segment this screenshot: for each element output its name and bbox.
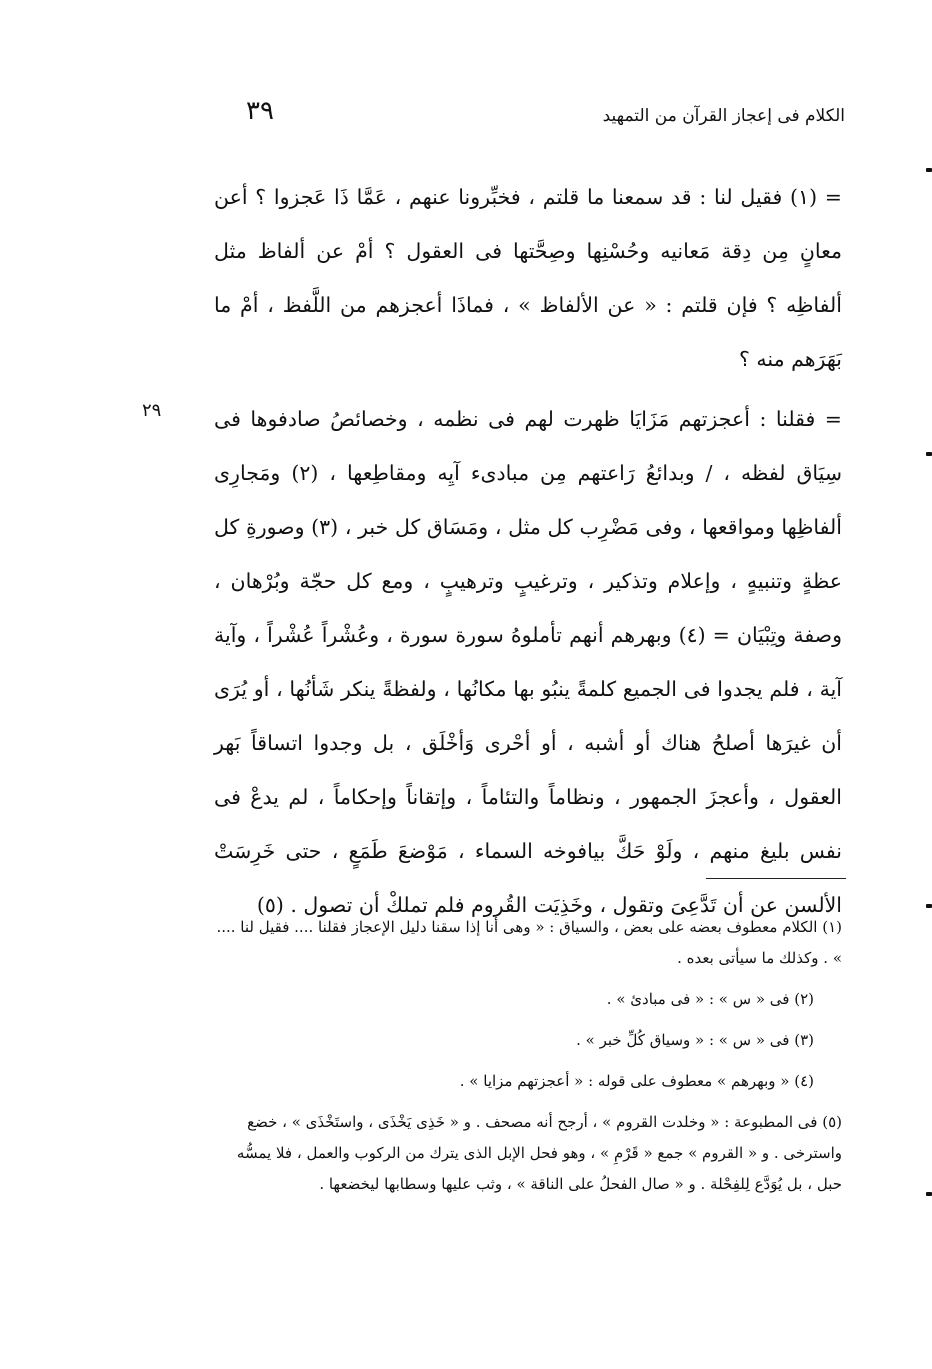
footnote-4: (٤) « وبهرهم » معطوف على قوله : « أعجزتهم مزايا » . bbox=[459, 1072, 814, 1090]
running-title: الكلام فى إعجاز القرآن من التمهيد bbox=[602, 106, 845, 126]
body-paragraph: = فقلنا : أعجزتهم مَزَايَا ظهرت لهم فى نظمه ، وخصائصُ صادفوها فى سِيَاق لفظه ، / وبدائعُ رَاعتهم مِن مبادىء آيِه ومقاطِعها ، (٢) ومَجارِى ألفاظِها ومواقعها ، وفى مَضْرِب كل مثل ، ومَسَاق كل خبر ، (٣) وصورةِ كل عظةٍ وتنبيهٍ ، وإعلام وتذكير ، وترغيبٍ وترهيبٍ ، ومع كل حجّة وبُرْهان ، وصفة وتِبْيَان = (٤) وبهرهم أنهم تأملوهُ سورة سورة ، وعُشْراً عُشْراً ، وآية آية ، فلم يجدوا فى الجميع كلمةً ينبُو بها مكانُها ، ولفظةً ينكر شَأنُها ، أو يُرَى أن غيرَها أصلحُ هناك أو أشبه ، أو أحْرى وَأخْلَق ، بل وجدوا اتساقاً بَهر العقول ، وأعجزَ الجمهور ، ونظاماً والتئاماً ، وإتقاناً وإحكاماً ، لم يدعْ فى نفس بليغ منهم ، ولَوْ حَكَّ بيافوخه السماء ، مَوْضعَ طَمَعٍ ، حتى خَرِسَتْ الألسن عن أن تَدَّعِىَ وتقول ، وخَذِيَت القُروم فلم تملكْ أن تصول . (٥) bbox=[214, 407, 842, 917]
scan-edge-mark bbox=[926, 904, 932, 908]
footnote-5: (٥) فى المطبوعة : « وخلدت القروم » ، أرجح أنه مصحف . و « خَذِى يَخْذَى ، واستَخْذَى » ، خضع واسترخى . و « القروم » جمع « قَرْمِ » ، وهو فحل الإبل الذى يترك من الركوب والعمل ، فلا يمسُّه حبل ، بل يُوَدَّع لِلفِحْلة . و « صال الفحلُ على الناقة » ، وثب عليها وسطابها ليخضعها . bbox=[236, 1113, 842, 1193]
footnote-3: (٣) فى « س » : « وسياق كُلِّ خبر » . bbox=[576, 1031, 814, 1049]
page-number: ٣٩ bbox=[246, 96, 274, 126]
margin-reference-number: ٢٩ bbox=[142, 400, 162, 421]
scan-edge-mark bbox=[926, 1192, 932, 1196]
scan-edge-mark bbox=[926, 452, 932, 456]
footnote-separator bbox=[706, 878, 846, 879]
body-paragraph: = (١) فقيل لنا : قد سمعنا ما قلتم ، فخبِّرونا عنهم ، عَمَّا ذَا عَجزوا ؟ أعن معانٍ مِن دِقة مَعانيه وحُسْنِها وصِحَّتها فى العقول ؟ أمْ عن ألفاظ مثل ألفاظِه ؟ فإن قلتم : « عن الألفاظ » ، فماذَا أعجزهم من اللَّفظ ، أمْ ما بَهَرَهم منه ؟ bbox=[214, 185, 842, 371]
footnotes bbox=[214, 912, 842, 1210]
scan-edge-mark bbox=[926, 168, 932, 172]
footnote-2: (٢) فى « س » : « فى مبادئ » . bbox=[606, 990, 814, 1008]
page-header bbox=[210, 92, 845, 138]
body-text bbox=[214, 170, 842, 932]
footnote-1: (١) الكلام معطوف بعضه على بعض ، والسياق : « وهى أنا إذا سقنا دليل الإعجاز فقلنا .... فقيل لنا .... » . وكذلك ما سيأتى بعده . bbox=[216, 918, 842, 967]
